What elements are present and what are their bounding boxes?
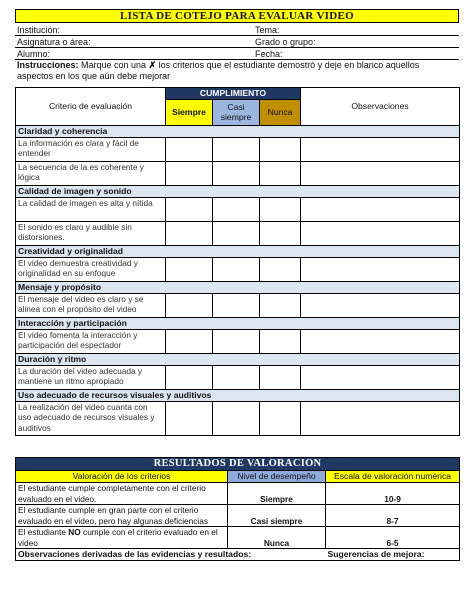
valuation-header: Valoración de los criterios <box>16 471 228 483</box>
criterion-text: La realización del video cuanta con uso adecuado de recursos visuales y auditivos <box>16 401 166 435</box>
criterion-text: La secuencia de la es coherente y lógica <box>16 161 166 185</box>
observations-cell[interactable] <box>301 221 460 245</box>
criterion-header: Criterio de evaluación <box>16 88 166 126</box>
numeric-scale: 10-9 <box>326 483 460 505</box>
almost-always-checkbox-cell[interactable] <box>213 365 260 389</box>
observations-cell[interactable] <box>301 161 460 185</box>
criterion-row <box>16 329 460 353</box>
never-checkbox-cell[interactable] <box>260 161 301 185</box>
always-checkbox-cell[interactable] <box>166 221 213 245</box>
performance-level: Siempre <box>228 483 326 505</box>
section-title: Calidad de imagen y sonido <box>16 185 460 197</box>
observations-cell[interactable] <box>301 137 460 161</box>
institution-label: Institución: <box>17 25 61 35</box>
results-title: RESULTADOS DE VALORACIÓN <box>16 458 460 471</box>
almost-always-checkbox-cell[interactable] <box>213 221 260 245</box>
performance-level: Nunca <box>228 527 326 549</box>
always-checkbox-cell[interactable] <box>166 365 213 389</box>
never-checkbox-cell[interactable] <box>260 293 301 317</box>
valuation-description <box>16 527 228 549</box>
student-label: Alumno: <box>17 49 51 59</box>
section-row <box>16 389 460 401</box>
criterion-text: El video fomenta la interacción y participación del espectador <box>16 329 166 353</box>
observations-cell[interactable] <box>301 257 460 281</box>
performance-level: Casi siempre <box>228 505 326 527</box>
description-text-end: cumple con el criterio evaluado en el video <box>18 527 218 548</box>
always-checkbox-cell[interactable] <box>166 257 213 281</box>
criterion-row <box>16 221 460 245</box>
instructions-text-b: los criterios que el estudiante demostró y deje en blanco aquellos aspectos en los que aún debe mejorar <box>17 60 420 81</box>
section-row <box>16 185 460 197</box>
info-row-3 <box>15 48 459 60</box>
always-checkbox-cell[interactable] <box>166 293 213 317</box>
never-checkbox-cell[interactable] <box>260 137 301 161</box>
always-checkbox-cell[interactable] <box>166 401 213 435</box>
observations-header: Observaciones <box>301 88 460 126</box>
section-title: Uso adecuado de recursos visuales y auditivos <box>16 389 460 401</box>
section-title: Creatividad y originalidad <box>16 245 460 257</box>
criterion-text: La duración del video adecuada y mantiene un ritmo apropiado <box>16 365 166 389</box>
results-row <box>16 505 460 527</box>
almost-always-checkbox-cell[interactable] <box>213 137 260 161</box>
info-row-2 <box>15 36 459 48</box>
compliance-header: CUMPLIMIENTO <box>166 88 301 100</box>
almost-always-checkbox-cell[interactable] <box>213 257 260 281</box>
instructions-text-a: Marque con una <box>78 60 149 70</box>
instructions-label: Instrucciones: <box>17 60 79 70</box>
almost-always-checkbox-cell[interactable] <box>213 161 260 185</box>
observations-cell[interactable] <box>301 365 460 389</box>
valuation-description <box>16 483 228 505</box>
never-checkbox-cell[interactable] <box>260 257 301 281</box>
criterion-row <box>16 293 460 317</box>
always-checkbox-cell[interactable] <box>166 329 213 353</box>
grade-label: Grado o grupo: <box>255 37 316 47</box>
results-row <box>16 483 460 505</box>
never-checkbox-cell[interactable] <box>260 401 301 435</box>
criterion-row <box>16 401 460 435</box>
criterion-text: La información es clara y fácil de entender <box>16 137 166 161</box>
numeric-scale: 6-5 <box>326 527 460 549</box>
description-text: El estudiante <box>18 527 69 537</box>
never-checkbox-cell[interactable] <box>260 197 301 221</box>
section-row <box>16 245 460 257</box>
criterion-text: La calidad de imagen es alta y nítida <box>16 197 166 221</box>
section-title: Interacción y participación <box>16 317 460 329</box>
document-title: LISTA DE COTEJO PARA EVALUAR VIDEO <box>15 9 459 23</box>
criterion-row <box>16 137 460 161</box>
never-checkbox-cell[interactable] <box>260 329 301 353</box>
numeric-scale-header: Escala de valoración numérica <box>326 471 460 483</box>
subject-label: Asignatura o área: <box>17 37 91 47</box>
almost-always-checkbox-cell[interactable] <box>213 197 260 221</box>
never-checkbox-cell[interactable] <box>260 221 301 245</box>
observations-cell[interactable] <box>301 197 460 221</box>
always-header: Siempre <box>166 99 213 125</box>
almost-always-checkbox-cell[interactable] <box>213 293 260 317</box>
improvement-suggestions-label: Sugerencias de mejora: <box>326 549 460 561</box>
observations-cell[interactable] <box>301 293 460 317</box>
description-text: El estudiante cumple completamente con el criterio evaluado en el video. <box>18 483 206 504</box>
always-checkbox-cell[interactable] <box>166 161 213 185</box>
criteria-table <box>15 87 460 436</box>
numeric-scale: 8-7 <box>326 505 460 527</box>
section-title: Claridad y coherencia <box>16 125 460 137</box>
section-row <box>16 353 460 365</box>
results-table <box>15 457 460 561</box>
always-checkbox-cell[interactable] <box>166 137 213 161</box>
criterion-text: El video demuestra creatividad y originalidad en su enfoque <box>16 257 166 281</box>
instructions <box>17 60 457 82</box>
criterion-text: El mensaje del video es claro y se alinea con el propósito del video <box>16 293 166 317</box>
never-checkbox-cell[interactable] <box>260 365 301 389</box>
topic-label: Tema: <box>255 25 280 35</box>
valuation-description <box>16 505 228 527</box>
section-row <box>16 281 460 293</box>
always-checkbox-cell[interactable] <box>166 197 213 221</box>
criterion-text: El sonido es claro y audible sin distorsiones. <box>16 221 166 245</box>
results-row <box>16 527 460 549</box>
section-row <box>16 317 460 329</box>
info-row-1 <box>15 24 459 36</box>
criterion-row <box>16 161 460 185</box>
date-label: Fecha: <box>255 49 283 59</box>
almost-always-header: Casi siempre <box>213 99 260 125</box>
almost-always-checkbox-cell[interactable] <box>213 329 260 353</box>
observations-cell[interactable] <box>301 329 460 353</box>
description-emphasis: NO <box>68 527 81 537</box>
almost-always-checkbox-cell[interactable] <box>213 401 260 435</box>
criterion-row <box>16 365 460 389</box>
section-row <box>16 125 460 137</box>
section-title: Mensaje y propósito <box>16 281 460 293</box>
description-text: El estudiante cumple en gran parte con el criterio evaluado en el video, pero hay algunas deficiencias <box>18 505 209 526</box>
criterion-row <box>16 197 460 221</box>
evidence-observations-label: Observaciones derivadas de las evidencias y resultados: <box>16 549 326 561</box>
cross-mark-icon: ✗ <box>148 60 157 70</box>
criterion-row <box>16 257 460 281</box>
section-title: Duración y ritmo <box>16 353 460 365</box>
observations-cell[interactable] <box>301 401 460 435</box>
never-header: Nunca <box>260 99 301 125</box>
performance-level-header: Nivel de desempeño <box>228 471 326 483</box>
